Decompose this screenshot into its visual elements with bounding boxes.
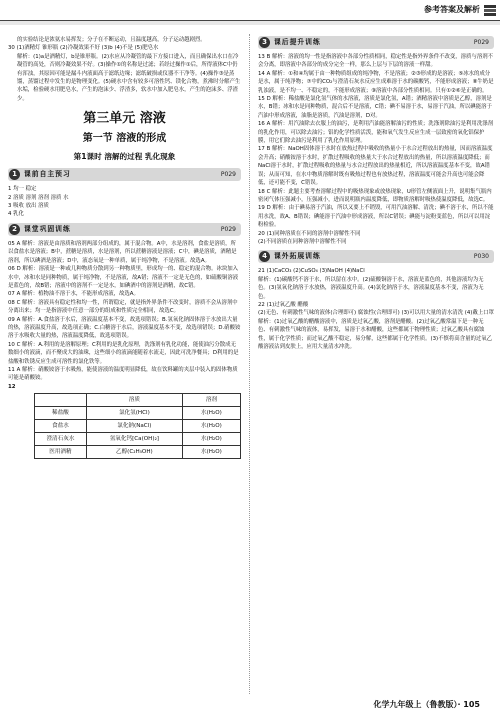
answer-item: 10 C 解析：A.利用的是溶解原理；C利用的是乳化原理，洗涤剂有乳化功能，能使油污分散成无数细小的液滴，而不聚成大的油珠，这些细小的液滴能随着水流走，因此可洗净餐具；D利用的是盐酸和铁锈反应生成可溶性的氯化铁等。 [8, 341, 239, 365]
table-row [35, 433, 241, 446]
page-ref: P029 [473, 39, 489, 46]
answer-item: 20 (1)同种溶质在不同的溶剂中溶解性不同 (2)不同溶质在同种溶剂中溶解性不同 [258, 230, 361, 245]
answer-item: 2 溶质 溶剂 溶剂 溶质 水 [8, 194, 69, 201]
paragraph: 的实验结论是浓氨水易挥发；分子在不断运动，且温度越高，分子运动越剧烈。 [17, 37, 206, 43]
answer-item-number: 12 [8, 383, 16, 390]
section-number: 4 [259, 251, 270, 262]
answer-item: 1 均一 稳定 [8, 186, 37, 193]
section-label: 课外拓展训练 [274, 252, 321, 261]
section-label: 课前自主预习 [24, 170, 71, 179]
answer-explanation: 解析：(1)a是酒精灯，b是锥形瓶。(2)水应从冷凝管的最下方接口进入，而且确保出水口在冷凝管的高处，否则冷凝效果不好。(3)操作①的名称是过滤；若经过操作①后，所得液体C中仍有浑浊，其原因可能是漏斗内液面高于滤纸边缘；滤纸破损或仪器不干净等。(4)操作③是蒸馏，蒸馏过程中发生的是物理变化。(5)硬水中含有较多可溶性钙、镁化合物，煮沸时分解产生水垢，检验硬水用肥皂水，产生的泡沫少、浮渣多，软水中加入肥皂水，产生的泡沫多、浮渣少。 [17, 53, 241, 102]
table-cell: 氯化钠(NaCl) [86, 420, 182, 433]
table-cell: 医用酒精 [35, 446, 87, 459]
answer-item: 05 A 解析：溶液是由溶质和溶剂两部分组成的，属于混合物。A中，水是溶剂，食盐是溶质，所以食盐水是溶液；B中，蔗糖是溶质，水是溶剂，所以蔗糖溶液是溶液；C中，碘是溶质，酒精是溶剂，所以碘酒是溶液；D中，液态氧是一种单质，属于纯净物，不是溶液。故选A。 [8, 240, 237, 264]
answer-item: 3 吸收 放出 溶质 [8, 203, 49, 210]
answer-item: 18 C 解析：此题主要考查溶解过程中的吸热现象或放热现象，U形管左侧液面上升，说明集气瓶内密闭气体压强减小，压强减小，进而说明瓶内温度降低，即物质溶解时吸热使温度降低，故选C。 [258, 188, 492, 203]
section-number: 1 [9, 169, 20, 180]
answer-item: 11 A 解析：硝酸铵溶于水吸热，能使溶液的温度明显降低，故在饮料罐的夹层中装入的固体物质可能是硝酸铵。 [8, 366, 238, 382]
section-label: 课堂巩固训练 [24, 224, 71, 233]
section-bar-pre-study [8, 168, 241, 181]
section-label: 课后提升训练 [274, 38, 321, 46]
answer-item: 30 (1)酒精灯 锥形瓶 (2)冷凝效果不好 (3)b (4)不是 (5)肥皂水 [8, 45, 159, 52]
table-cell: 乙醇(C₂H₅OH) [86, 446, 182, 459]
table-cell: 氯化氢(HCl) [86, 407, 182, 420]
table-cell: 水(H₂O) [182, 420, 240, 433]
section-bar-extension [258, 250, 494, 263]
table-header-cell: 溶剂 [182, 394, 240, 407]
table-row [35, 446, 241, 459]
table-cell: 食盐水 [35, 420, 87, 433]
answer-item: 13 B 解析：溶液的均一性是指溶液中各部分性质相同，稳定性是指外界条件不改变，溶质与溶剂不会分离，即溶液中各部分的成分完全一样，那么上层与下层的溶液一样甜。 [258, 54, 494, 69]
answer-item: 08 C 解析：溶液具有稳定性和均一性，所谓稳定，就是指外界条件不改变时，溶质不会从溶剂中分离出来；均一是指溶液中任意一部分的组成和性质完全相同，故选C。 [8, 299, 238, 315]
answer-item: 19 D 解析：由于碘易溶于汽油，所以又要上不销毁，可用汽油溶解、清洗；碘不溶于水，所以不能用水洗，故A、B错误；碘能溶于汽油中形成溶液，所以C错误；碘能与淀粉变蓝色，所以可以用淀粉检验。 [258, 205, 494, 229]
section-number: 3 [259, 37, 270, 48]
header-title: 参考答案及解析 [424, 5, 480, 14]
table-header-cell [35, 394, 87, 407]
section-number: 2 [9, 224, 20, 235]
answer-item: 22 (1)过氧乙酸 醋酸 (2)无色、有刺激性气味的液体(合理即可) 腐蚀性(合理即可) (3)可以用大量的清水清洗 (4)戴上口罩 解析：(1)过氧乙酸的醋酸溶液中，溶质是过氧乙酸，溶剂是醋酸。(2)过氧乙酸常温下是一种无色、有刺激性气味的液体，易挥发，易溶于水和醋酸，这些都属于物理性质；过氧乙酸具有腐蚀性，属于化学性质；而过氧乙酸不稳定，易分解，这些都属于化学性质。(3)不慎将高含量的过氧乙酸溶液沾到皮肤上，应用大量清水冲洗。 [258, 301, 494, 350]
solution-table [34, 393, 241, 459]
answer-item: 07 A 解析：植物油不溶于水，不能形成溶液，故选A。 [8, 291, 139, 298]
answer-item: 14 A 解析：①和④均属于由一种物质组成的纯净物，不是溶液；②③形成的是溶液；⑤冰水的成分是水，属于纯净物；⑦中的CO₂与澄清石灰水反应生成难溶于水的碳酸钙，不能形成溶液；⑧牛奶是乳浊液，是不均一、不稳定的，不能形成溶液；⑨溶液中各部分性质相同。只有①②⑥是正确的。 [258, 70, 494, 94]
table-row [35, 420, 241, 433]
page-ref: P029 [220, 171, 236, 179]
right-column [258, 36, 494, 351]
section-bar-after-class [258, 36, 494, 49]
answer-item: 21 (1)CaCO₃ (2)CuSO₄ (3)NaOH (4)NaCl 解析：(1)碳酸钙不溶于水，所以留在水中。(2)硫酸铜溶于水，溶液是蓝色的，其他溶液均为无色。(3)氢氧化钠溶于水放热，溶液温度升高。(4)氯化钠溶于水，溶液温度基本不变，溶液为无色。 [258, 268, 484, 300]
column-divider [249, 34, 250, 694]
table-cell: 氢氧化钙[Ca(OH)₂] [86, 433, 182, 446]
table-cell: 水(H₂O) [182, 446, 240, 459]
answer-item: 06 D 解析：溶液是一种或几种物质分散到另一种物质里，形成均一的、稳定的混合物。冰块加入水中，冰和水是同种物质，属于纯净物，不是溶液，故A错；溶液不一定是无色的，如硫酸铜溶液是蓝色的，故B错；溶液中的溶剂不一定是水，如碘酒中的溶剂是酒精，故C错。 [8, 266, 239, 289]
answer-item: 4 乳化 [8, 211, 24, 218]
lesson-title: 第1课时 溶解的过程 乳化现象 [73, 152, 176, 162]
page-ref: P030 [473, 253, 489, 261]
table-header-row [35, 394, 241, 407]
table-cell: 水(H₂O) [182, 433, 240, 446]
table-row [35, 407, 241, 420]
answer-item: 09 A 解析：A.食盐溶于水后，溶液温度基本不变，故选项错误；B.氢氧化钠固体溶于水放出大量的热，溶液温度升高，故选项正确；C.白糖溶于水后，溶液温度基本不变，故选项错误；D.硝酸铵溶于水吸收大量的热，溶液温度降低，故选项错误。 [8, 316, 241, 340]
answer-item: 15 D 解析：稀盐酸是氯化氢气体的水溶液，溶质是氯化氢，A错；酒精溶液中溶质是乙醇，溶剂是水，B错；冰和水是同种物质，混合后不是溶液，C错；碘不易溶于水，易溶于汽油，所以碘能溶于汽油中形成溶液，油脂是溶质，汽油是溶剂，D对。 [258, 96, 492, 119]
section-bar-class-practice [8, 223, 241, 236]
unit-title: 第三单元 溶液 [83, 111, 166, 127]
table-header-cell: 溶质 [86, 394, 182, 407]
table-cell: 水(H₂O) [182, 407, 240, 420]
page-ref: P029 [220, 225, 236, 233]
page-footer: 化学九年级上（鲁教版）· 105 [373, 700, 480, 709]
left-column [8, 36, 241, 459]
answer-item: 16 A 解析：用汽油除去衣服上的油污，是利用汽油能溶解油污的性质；洗涤剂除油污是利用洗涤剂的乳化作用，可以除去油污；铝的化学性质活泼，能和氧气发生反应生成一层致密的氧化铝保护膜，用它们除去油污是利用了乳化作用原理。 [258, 121, 493, 145]
section-title: 第一节 溶液的形成 [82, 133, 167, 145]
table-cell: 稀盐酸 [35, 407, 87, 420]
answer-item: 17 B 解析：NaOH固体溶于水时在放热过程中吸收的热量小于水合过程放出的热量，因而溶液温度会升高；硝酸铵溶于水时，扩散过程吸收的热量大于水合过程放出的热量，所以溶液温度降低；而NaCl溶于水时，扩散过程吸收的热量与水合过程放出的热量相近，所以溶液温度基本不变，故A错误；从而可知，在水中物质溶解时既有吸热过程也有放热过程，溶液温度可能会升高也可能会降低，还可能不变，C错误。 [258, 146, 493, 187]
header-rule [0, 20, 500, 25]
table-cell: 澄清石灰水 [35, 433, 87, 446]
book-logo-icon [482, 2, 498, 18]
